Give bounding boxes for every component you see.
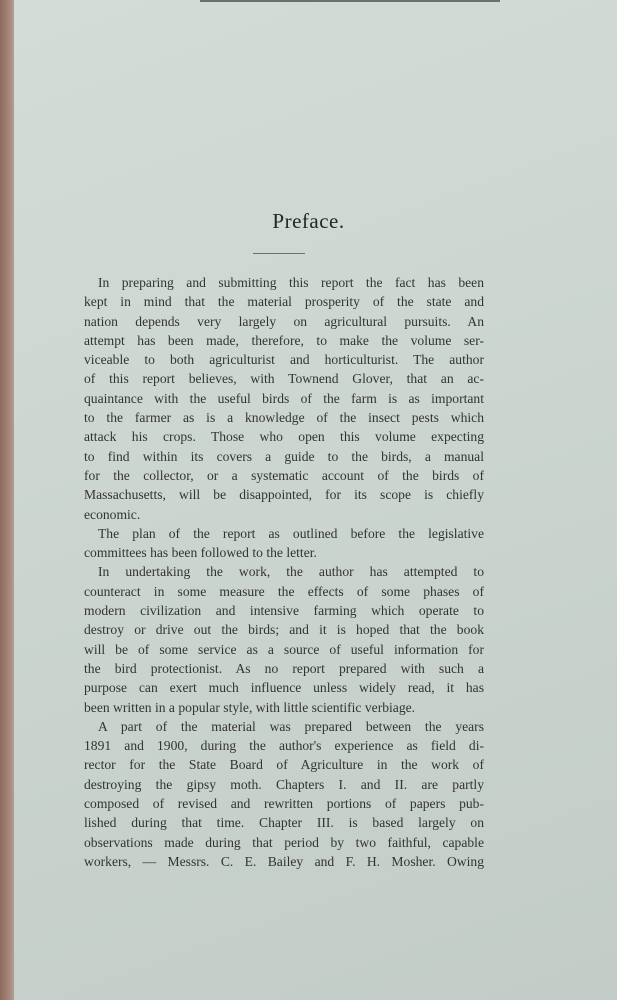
text-line: In preparing and submitting this report the fact has been — [98, 275, 484, 290]
text-line: viceable to both agriculturist and horticulturist. The author — [84, 352, 484, 368]
text-line: lished during that time. Chapter III. is based largely on — [84, 815, 484, 831]
text-line: composed of revised and rewritten portions of papers pub- — [84, 796, 484, 812]
heading-text: Preface. — [272, 209, 345, 233]
preface-body — [84, 273, 484, 871]
text-line: for the collector, or a systematic account of the birds of — [84, 467, 484, 483]
page-top-edge — [200, 0, 500, 2]
text-line: purpose can exert much influence unless widely read, it has — [84, 680, 484, 696]
text-line: to find within its covers a guide to the birds, a manual — [84, 448, 484, 464]
text-line: modern civilization and intensive farming which operate to — [84, 603, 484, 619]
text-line: destroy or drive out the birds; and it is hoped that the book — [84, 622, 484, 638]
text-line: attempt has been made, therefore, to make the volume ser- — [84, 332, 484, 348]
text-line: attack his crops. Those who open this volume expecting — [84, 429, 484, 445]
page-heading — [0, 209, 617, 234]
text-line: nation depends very largely on agricultural pursuits. An — [84, 313, 484, 329]
text-line: economic. — [84, 506, 141, 522]
text-line: to the farmer as is a knowledge of the insect pests which — [84, 410, 484, 426]
text-line: the bird protectionist. As no report prepared with such a — [84, 660, 484, 676]
text-line: counteract in some measure the effects of some phases of — [84, 583, 484, 599]
text-line: will be of some service as a source of useful information for — [84, 641, 484, 657]
text-line: 1891 and 1900, during the author's experience as field di- — [84, 738, 484, 754]
text-line: destroying the gipsy moth. Chapters I. and II. are partly — [84, 776, 484, 792]
text-line: of this report believes, with Townend Glover, that an ac- — [84, 371, 484, 387]
heading-rule — [253, 253, 305, 254]
text-line: The plan of the report as outlined before the legislative — [98, 525, 484, 541]
text-line: workers, — Messrs. C. E. Bailey and F. H. Mosher. Owing — [84, 853, 484, 869]
text-line: Massachusetts, will be disappointed, for its scope is chiefly — [84, 487, 484, 503]
text-line: quaintance with the useful birds of the farm is as important — [84, 390, 484, 406]
text-line: committees has been followed to the letter. — [84, 545, 317, 561]
text-line: In undertaking the work, the author has attempted to — [98, 564, 484, 580]
text-line: kept in mind that the material prosperity of the state and — [84, 294, 484, 310]
text-line: rector for the State Board of Agriculture in the work of — [84, 757, 484, 773]
text-line: A part of the material was prepared between the years — [98, 718, 484, 734]
text-line: observations made during that period by two faithful, capable — [84, 834, 484, 850]
text-line: been written in a popular style, with little scientific verbiage. — [84, 699, 416, 715]
